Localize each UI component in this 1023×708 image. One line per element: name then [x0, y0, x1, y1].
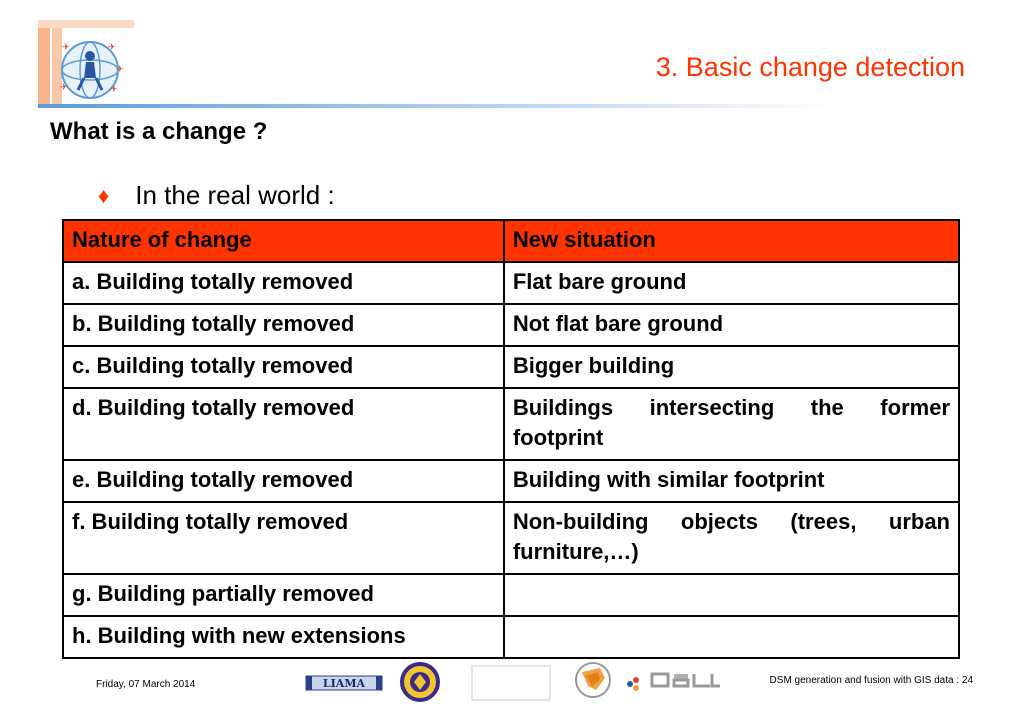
table-cell: Buildings intersecting the former footprint — [504, 388, 959, 460]
table-cell: d. Building totally removed — [63, 388, 504, 460]
blank-logo-frame — [472, 666, 550, 700]
table-row — [63, 460, 959, 502]
svg-text:✈: ✈ — [108, 43, 116, 53]
svg-text:✈: ✈ — [62, 43, 70, 53]
change-table — [62, 219, 960, 659]
table-cell: f. Building totally removed — [63, 502, 504, 574]
svg-text:✈: ✈ — [116, 65, 124, 75]
liama-logo — [306, 676, 382, 690]
table-cell: e. Building totally removed — [63, 460, 504, 502]
liama-logo-text: LIAMA — [322, 677, 366, 690]
map-logo — [576, 663, 610, 697]
section-heading: What is a change ? — [50, 118, 268, 145]
footer-date: Friday, 07 March 2014 — [96, 679, 196, 690]
partner-logos — [300, 658, 740, 704]
table-row — [63, 262, 959, 304]
table-cell: c. Building totally removed — [63, 346, 504, 388]
organization-logo — [38, 20, 134, 106]
table-cell: Bigger building — [504, 346, 959, 388]
diamond-bullet-icon: ♦ — [98, 182, 110, 208]
footer-page-label: DSM generation and fusion with GIS data : 24 — [769, 675, 973, 686]
isgl-logo — [652, 674, 720, 686]
table-row — [63, 574, 959, 616]
table-cell: a. Building totally removed — [63, 262, 504, 304]
table-row — [63, 346, 959, 388]
table-cell — [504, 574, 959, 616]
bullet-text: In the real world : — [135, 180, 335, 210]
table-cell: Building with similar footprint — [504, 460, 959, 502]
table-row — [63, 502, 959, 574]
table-row — [63, 616, 959, 658]
table-row — [63, 388, 959, 460]
bullet-item — [98, 180, 335, 211]
university-seal-logo — [402, 664, 438, 700]
svg-text:✈: ✈ — [60, 83, 68, 93]
table-cell: g. Building partially removed — [63, 574, 504, 616]
slide-title: 3. Basic change detection — [655, 52, 965, 82]
table-header-row — [63, 220, 959, 262]
table-cell: b. Building totally removed — [63, 304, 504, 346]
column-header-nature: Nature of change — [63, 220, 504, 262]
svg-text:✈: ✈ — [110, 85, 118, 95]
institute-logo — [627, 677, 639, 691]
table-cell: Non-building objects (trees, urban furniture,…) — [504, 502, 959, 574]
table-row — [63, 304, 959, 346]
table-cell: h. Building with new extensions — [63, 616, 504, 658]
table-cell: Not flat bare ground — [504, 304, 959, 346]
header-divider — [38, 104, 838, 108]
table-cell — [504, 616, 959, 658]
column-header-new-situation: New situation — [504, 220, 959, 262]
table-cell: Flat bare ground — [504, 262, 959, 304]
